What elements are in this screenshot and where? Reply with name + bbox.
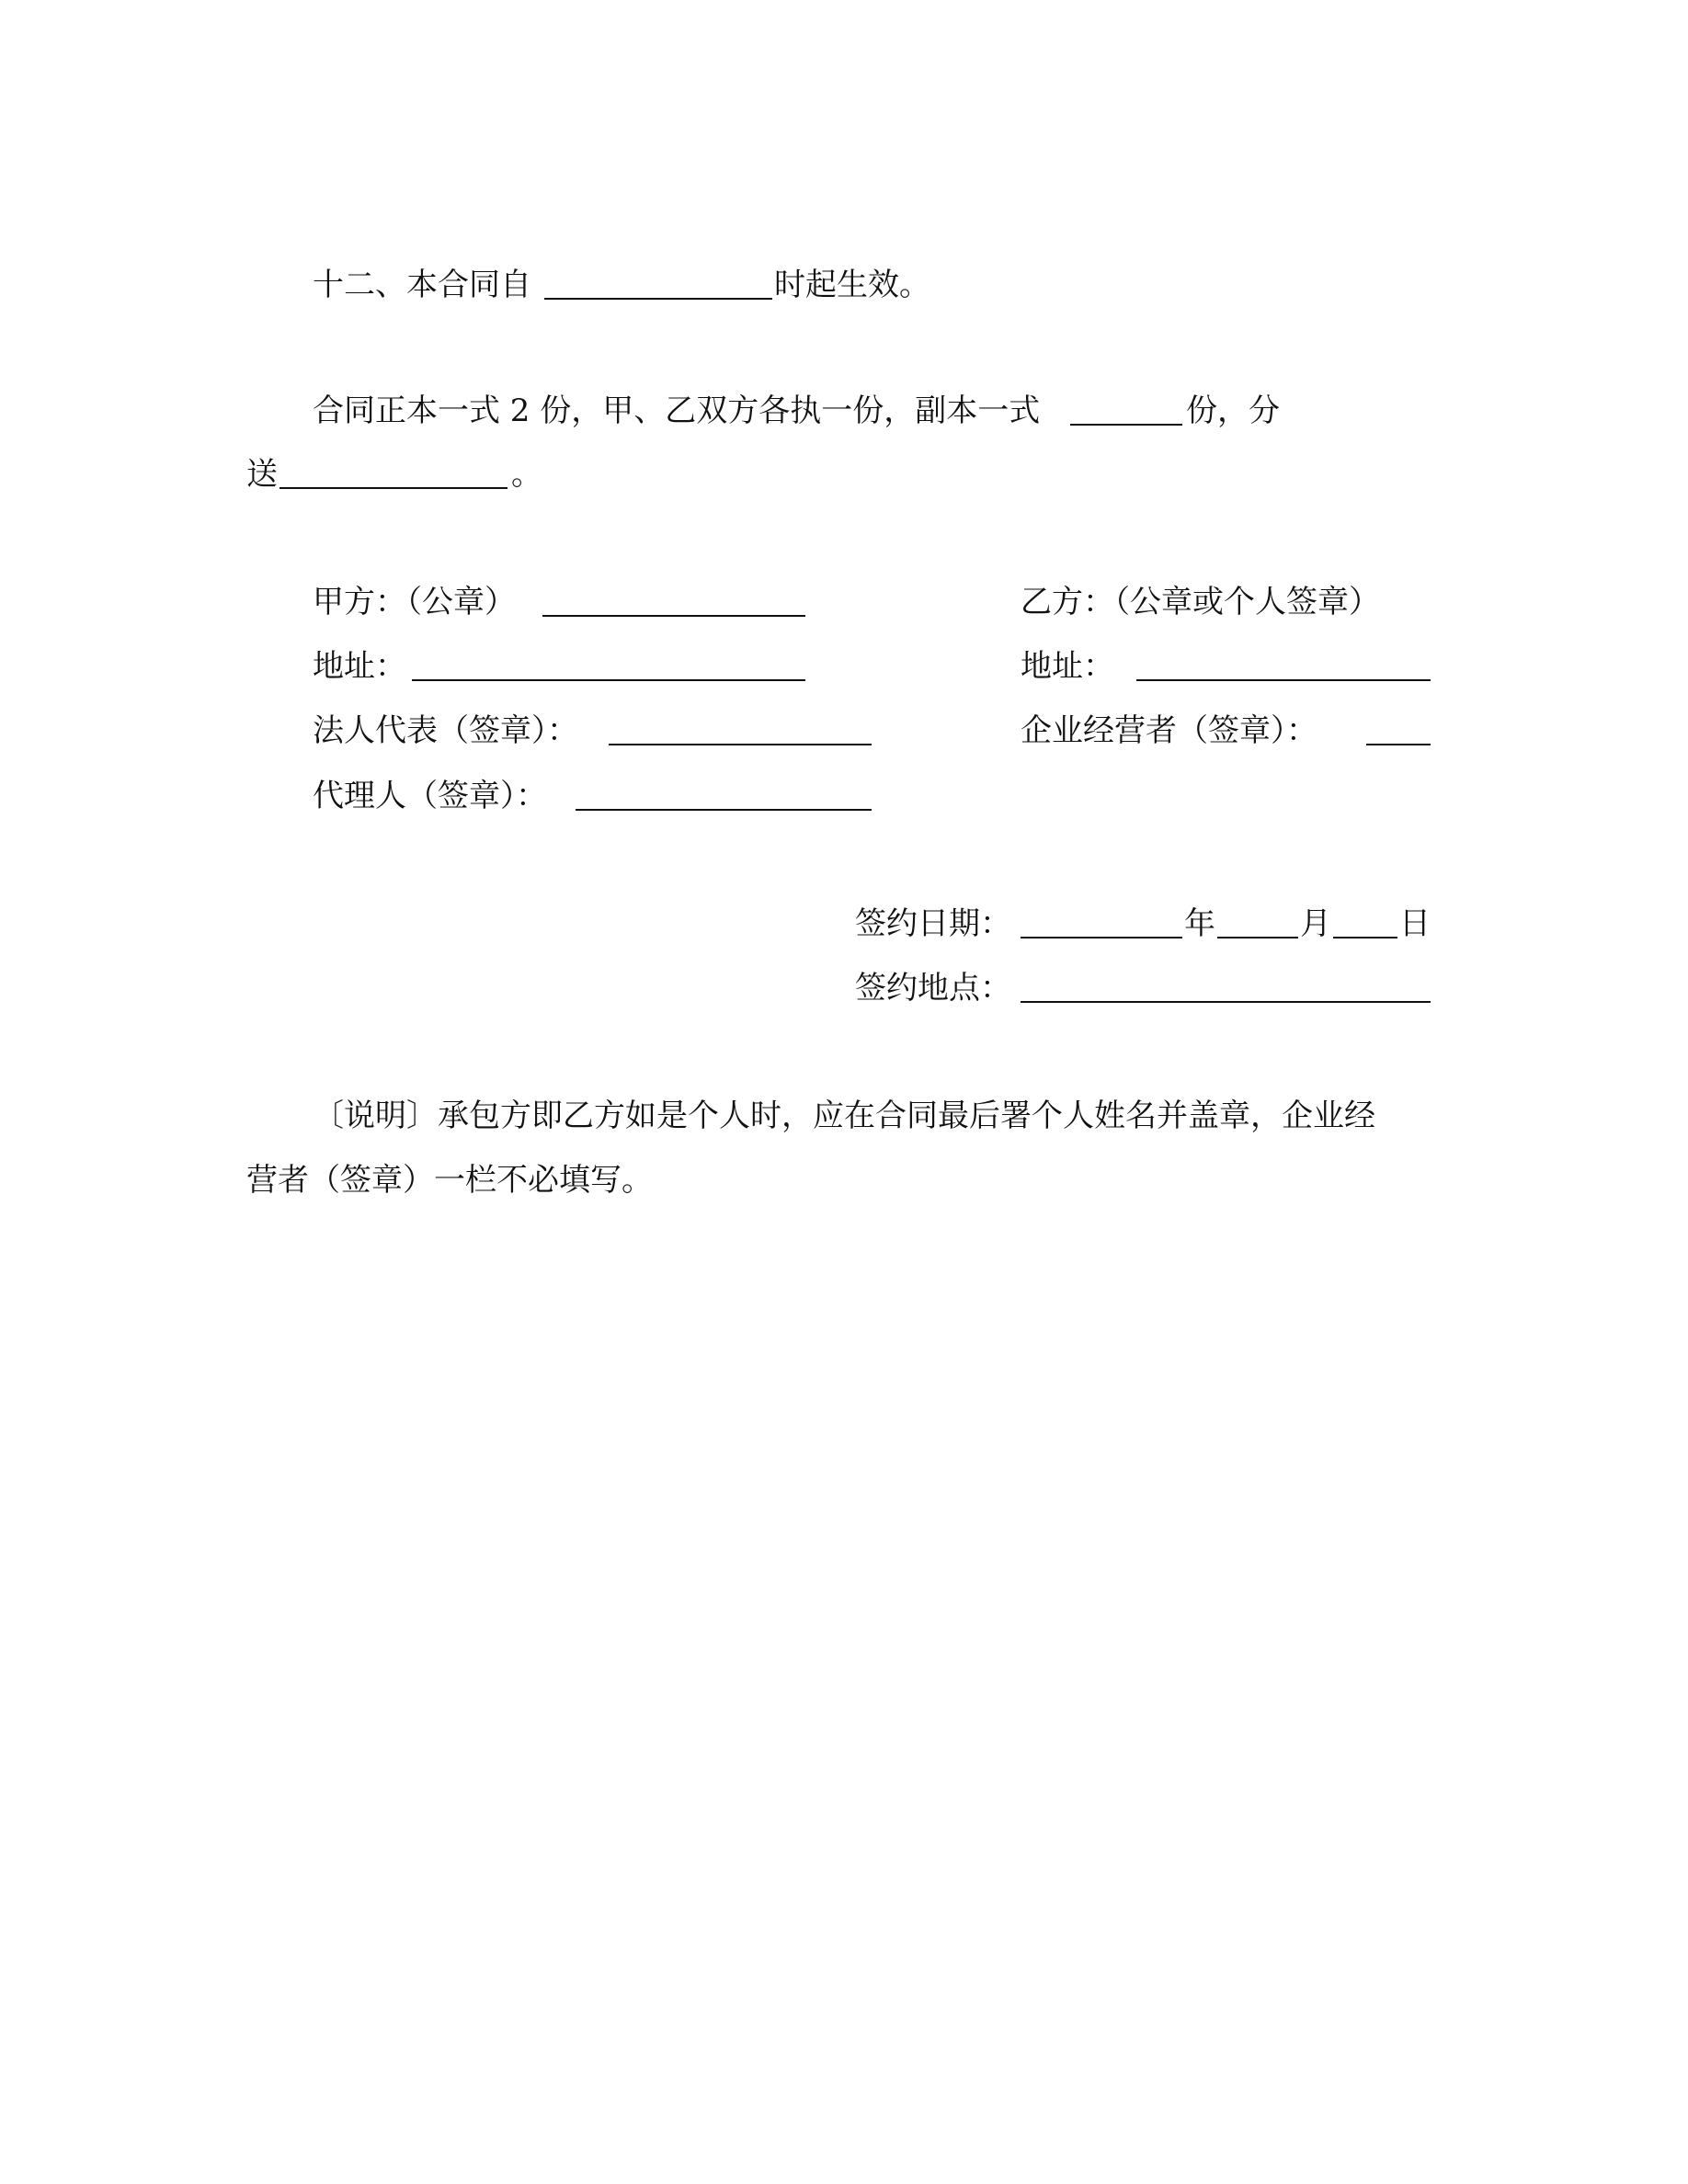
note-line-2: 营者（签章）一栏不必填写。 xyxy=(246,1162,653,1199)
signing-date-label: 签约日期： xyxy=(855,905,1011,942)
signing-day-blank[interactable] xyxy=(1333,937,1397,938)
copies-send-label: 送 xyxy=(246,456,278,493)
clause12-suffix: 时起生效。 xyxy=(774,267,930,303)
party-b-seal-label: 乙方：（公章或个人签章） xyxy=(1021,584,1380,620)
party-b-address-label: 地址： xyxy=(1021,648,1114,685)
party-a-seal-label: 甲方：（公章） xyxy=(313,584,516,620)
party-a-seal-blank[interactable] xyxy=(542,615,805,617)
party-b-operator-label: 企业经营者（签章）： xyxy=(1021,712,1317,749)
signing-day-label: 日 xyxy=(1399,905,1431,942)
copies-text: 合同正本一式 2 份，甲、乙双方各执一份，副本一式 xyxy=(313,392,1041,429)
signing-month-label: 月 xyxy=(1300,905,1331,942)
signing-place-label: 签约地点： xyxy=(855,970,1011,1007)
note-line-1: 〔说明〕承包方即乙方如是个人时，应在合同最后署个人姓名并盖章，企业经 xyxy=(313,1098,1375,1134)
effective-time-blank[interactable] xyxy=(544,298,772,300)
signing-year-label: 年 xyxy=(1184,905,1215,942)
party-a-address-label: 地址： xyxy=(313,648,406,685)
signing-month-blank[interactable] xyxy=(1217,937,1298,938)
copies-count-blank[interactable] xyxy=(1070,424,1182,426)
party-a-address-blank[interactable] xyxy=(412,679,805,681)
party-a-legal-rep-label: 法人代表（签章）： xyxy=(313,712,578,749)
party-b-operator-blank[interactable] xyxy=(1366,744,1431,745)
signing-place-blank[interactable] xyxy=(1021,1001,1431,1003)
party-a-legal-rep-blank[interactable] xyxy=(609,744,872,745)
copies-text-cont: 份，分 xyxy=(1186,392,1280,429)
party-b-address-blank[interactable] xyxy=(1136,679,1431,681)
clause12-prefix: 十二、本合同自 xyxy=(313,267,531,303)
copies-period: 。 xyxy=(511,456,542,493)
party-a-agent-label: 代理人（签章）： xyxy=(313,778,547,814)
signing-year-blank[interactable] xyxy=(1021,937,1182,938)
party-a-agent-blank[interactable] xyxy=(576,809,872,811)
copies-recipient-blank[interactable] xyxy=(279,487,508,489)
